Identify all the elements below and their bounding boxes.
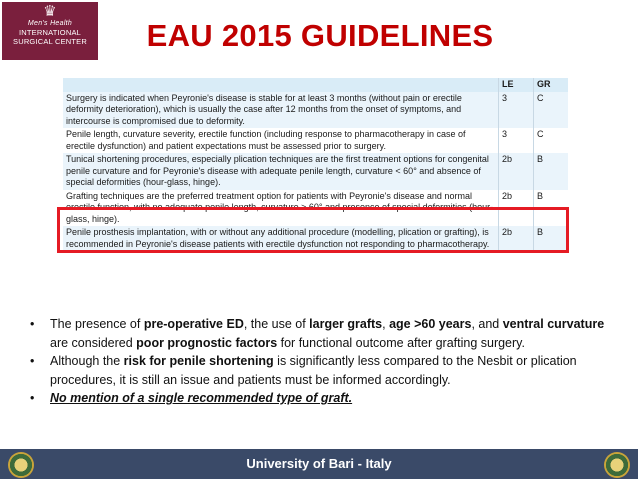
row-le: 2b — [499, 226, 534, 251]
bullet-icon: • — [30, 317, 35, 331]
footer-bar — [0, 449, 638, 479]
row-gr: C — [534, 92, 569, 129]
bullet-keyword: age >60 years — [389, 317, 472, 331]
table-row — [63, 92, 568, 129]
row-le: 2b — [499, 153, 534, 190]
table-header-row — [63, 78, 568, 92]
bullet-text: , the use of — [243, 317, 310, 331]
logo-line3: SURGICAL CENTER — [13, 37, 87, 46]
bullet-keyword: ventral curvature — [502, 317, 605, 331]
crown-icon: ♛ — [43, 2, 57, 20]
bullet-text: is significantly less compared to the Nesbit or plication procedures, it is still an issue and patients must be informed accordingly. — [50, 354, 577, 387]
bullet-text: Although the — [50, 354, 124, 368]
row-gr: B — [534, 153, 569, 190]
seal-left-icon — [8, 452, 34, 478]
logo — [2, 2, 98, 60]
row-le: 3 — [499, 92, 534, 129]
bullet-keyword: larger grafts — [309, 317, 383, 331]
bullet-item — [30, 315, 620, 352]
bullet-keyword: pre-operative ED — [143, 317, 244, 331]
row-text: Penile length, curvature severity, erectile function (including response to pharmacotherapy in case of erectile dysfunction) and patient expectations must be assessed prior to surgery. — [63, 128, 499, 153]
row-text: Tunical shortening procedures, especially plication techniques are the first treatment options for congenital penile curvature and for Peyronie's disease with adequate penile length, curvature < 60° and absence of special deformities (hour-glass, hinge). — [63, 153, 499, 190]
header-recommendation — [63, 78, 499, 92]
bullet-list — [30, 315, 620, 408]
row-gr: B — [534, 190, 569, 227]
header-gr: GR — [534, 78, 569, 92]
bullet-icon: • — [30, 354, 35, 368]
header-le: LE — [499, 78, 534, 92]
table-row — [63, 128, 568, 153]
row-le: 2b — [499, 190, 534, 227]
bullet-keyword: poor prognostic factors — [136, 335, 278, 350]
bullet-text: , — [382, 317, 390, 331]
bullet-item — [30, 389, 620, 408]
row-gr: B — [534, 226, 569, 251]
seal-right-icon — [604, 452, 630, 478]
row-text: Penile prosthesis implantation, with or without any additional procedure (modelling, plication or grafting), is recommended in Peyronie's disease patients with erectile dysfunction not responding to pharmacotherapy. — [63, 226, 499, 251]
row-gr: C — [534, 128, 569, 153]
bullet-text: are considered — [50, 335, 137, 350]
bullet-icon: • — [30, 391, 35, 405]
bullet-keyword: risk for penile shortening — [123, 354, 274, 368]
logo-line1: Men's Health — [27, 20, 73, 27]
bullet-emphasis: No mention of a single recommended type of graft. — [50, 391, 353, 405]
bullet-text: The presence of — [50, 317, 144, 331]
table-row — [63, 153, 568, 190]
bullet-text: , and — [471, 317, 503, 331]
bullet-item — [30, 352, 620, 389]
highlight-box — [57, 207, 569, 253]
footer-text: University of Bari - Italy — [246, 456, 392, 471]
bullet-text: for functional outcome after grafting surgery. — [277, 335, 525, 350]
logo-line2: INTERNATIONAL — [18, 28, 82, 37]
row-text: Surgery is indicated when Peyronie's disease is stable for at least 3 months (without pain or erectile deformity deterioration), which is usually the case after 12 months from the onset of symptoms, and intercourse is compromised due to deformity. — [63, 92, 499, 129]
row-text: Grafting techniques are the preferred treatment option for patients with Peyronie's disease and normal erectile function, with no adequate penile length, curvature > 60° and presence of special deformities (hour-glass, hinge). — [63, 190, 499, 227]
row-le: 3 — [499, 128, 534, 153]
page-title: EAU 2015 GUIDELINES — [146, 18, 494, 53]
